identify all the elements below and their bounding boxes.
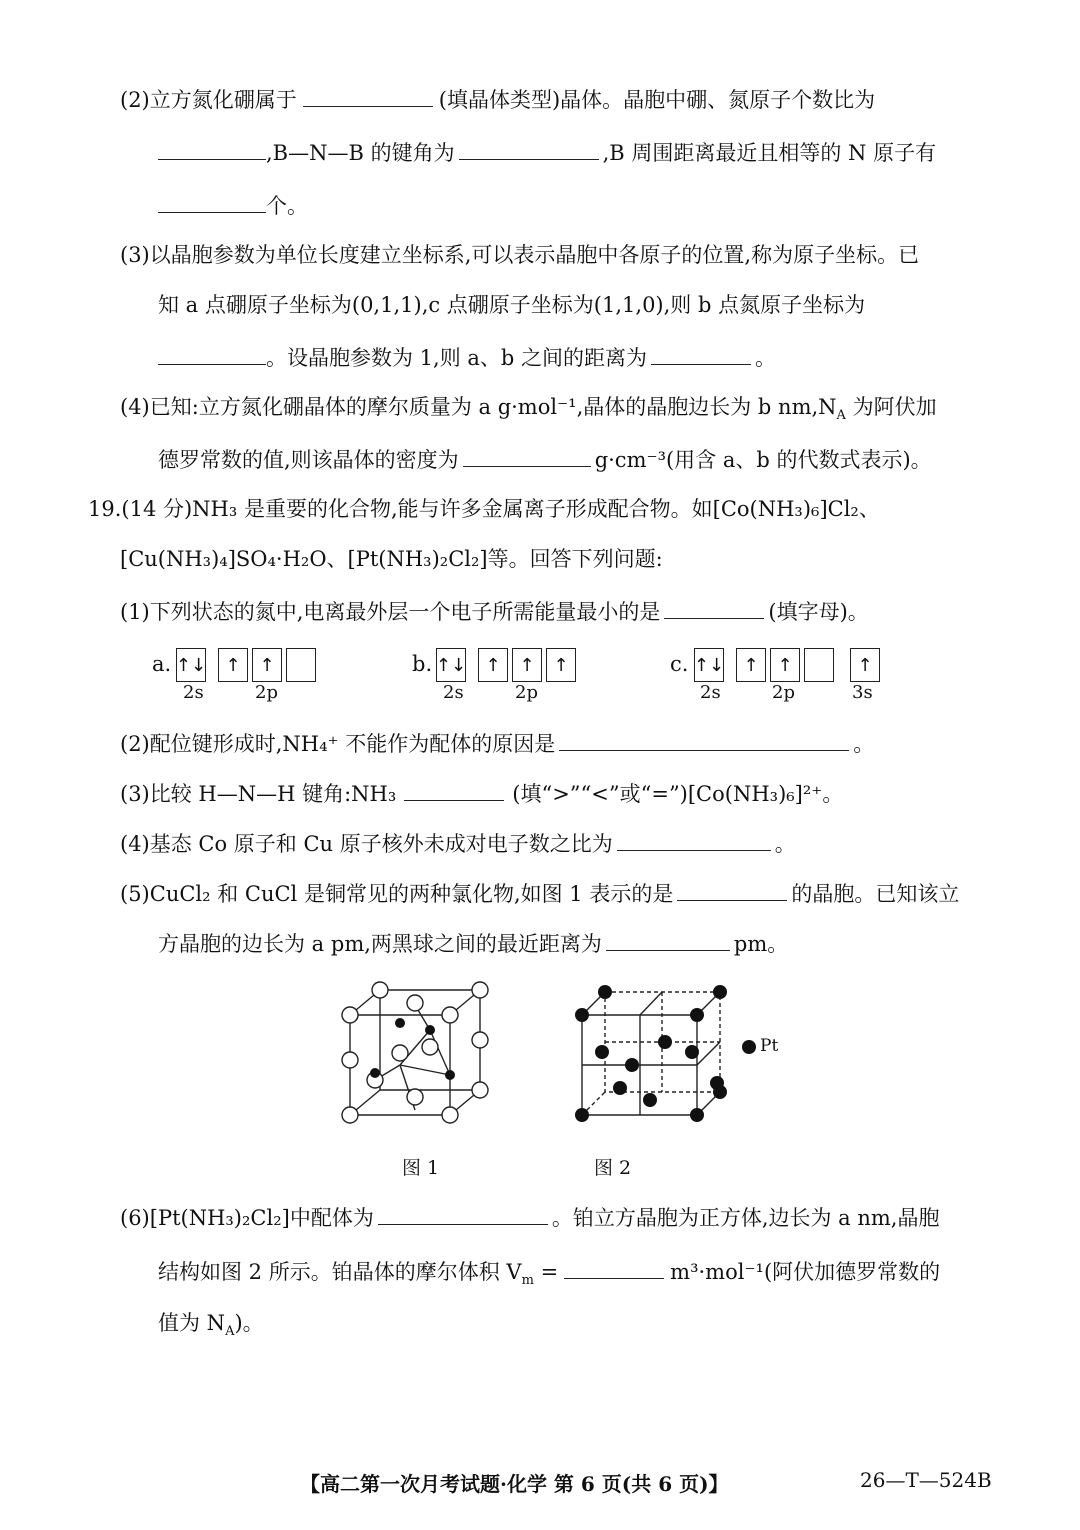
answer-blank-nh4-reason[interactable]	[559, 728, 849, 751]
answer-blank-ab-distance[interactable]	[651, 342, 751, 365]
orbital-box	[804, 648, 834, 682]
option-letter: c.	[670, 652, 689, 676]
answer-blank-neighbor-count[interactable]	[158, 190, 266, 213]
orbital-box: ↑↓	[694, 648, 724, 682]
orbital-label: 2s	[700, 682, 721, 703]
orbital-box: ↑	[850, 648, 880, 682]
figure-2-pt-cell	[570, 980, 740, 1130]
orbital-box	[286, 648, 316, 682]
q19-header-line2: [Cu(NH₃)₄]SO₄·H₂O、[Pt(NH₃)₂Cl₂]等。回答下列问题:	[120, 547, 663, 571]
q18-part2-line2: ,B—N—B 的键角为 ,B 周围距离最近且相等的 N 原子有	[158, 137, 936, 168]
answer-blank-cell-compound[interactable]	[677, 878, 787, 901]
q18-part4-line2: 德罗常数的值,则该晶体的密度为 g·cm⁻³(用含 a、b 的代数式表示)。	[158, 444, 932, 475]
orbital-box: ↑↓	[176, 648, 206, 682]
orbital-label: 2s	[183, 682, 204, 703]
orbital-label: 2p	[772, 682, 795, 703]
orbital-label: 3s	[852, 682, 873, 703]
q19-part5-line2: 方晶胞的边长为 a pm,两黑球之间的最近距离为 pm。	[158, 928, 788, 959]
orbital-box: ↑	[512, 648, 542, 682]
q18-part2-line1: (2)立方氮化硼属于 (填晶体类型)晶体。晶胞中硼、氮原子个数比为	[120, 84, 875, 115]
figure-2-caption: 图 2	[594, 1157, 632, 1179]
orbital-box: ↑↓	[436, 648, 466, 682]
answer-blank-bond-angle[interactable]	[459, 137, 599, 160]
q19-header-line1: 19.(14 分)NH₃ 是重要的化合物,能与许多金属离子形成配合物。如[Co(NH₃)₆]Cl₂、	[88, 497, 880, 521]
pt-legend-dot	[740, 1038, 758, 1056]
q18-part4-line1: (4)已知:立方氮化硼晶体的摩尔质量为 a g·mol⁻¹,晶体的晶胞边长为 b $nm,N_A$ 为阿伏加	[120, 395, 937, 424]
q19-part5-line1: (5)CuCl₂ 和 CuCl 是铜常见的两种氯化物,如图 1 表示的是 的晶胞。已知该立	[120, 878, 959, 909]
orbital-box: ↑	[218, 648, 248, 682]
orbital-box: ↑	[478, 648, 508, 682]
figure-2-legend-label: Pt	[760, 1036, 779, 1056]
orbital-box: ↑	[770, 648, 800, 682]
q19-part2: (2)配位键形成时,NH₄⁺ 不能作为配体的原因是 。	[120, 728, 874, 759]
orbital-label: 2p	[515, 682, 538, 703]
answer-blank-molar-volume[interactable]	[564, 1256, 664, 1279]
q19-part4: (4)基态 Co 原子和 Cu 原子核外未成对电子数之比为 。	[120, 828, 796, 859]
q18-part3-line3: 。设晶胞参数为 1,则 a、b 之间的距离为 。	[158, 342, 776, 373]
footer-code: 26—T—524B	[860, 1468, 992, 1492]
footer-title: 【高二第一次月考试题·化学 第 6 页(共 6 页)】	[300, 1472, 729, 1496]
orbital-box: ↑	[736, 648, 766, 682]
orbital-label: 2s	[443, 682, 464, 703]
q19-part1: (1)下列状态的氮中,电离最外层一个电子所需能量最小的是 (填字母)。	[120, 596, 869, 627]
q19-part6-line2: 结构如图 2 所示。铂晶体的摩尔体积 $V_m = m^3\cdot mol^{-1}$(阿伏加德罗常数的	[158, 1256, 940, 1296]
answer-blank-density[interactable]	[463, 444, 591, 467]
option-letter: b.	[412, 652, 433, 676]
answer-blank-black-ball-distance[interactable]	[606, 928, 730, 951]
option-letter: a.	[152, 652, 172, 676]
answer-blank-angle-compare[interactable]	[404, 778, 504, 801]
q18-part3-line2: 知 a 点硼原子坐标为(0,1,1),c 点硼原子坐标为(1,1,0),则 b 点氮原子坐标为	[158, 293, 866, 317]
orbital-box: ↑	[546, 648, 576, 682]
q18-part2-line3: 个。	[158, 190, 308, 221]
answer-blank-atom-ratio[interactable]	[158, 137, 266, 160]
q18-part3-line1: (3)以晶胞参数为单位长度建立坐标系,可以表示晶胞中各原子的位置,称为原子坐标。已	[120, 243, 920, 267]
q19-part6-line1: (6)[Pt(NH₃)₂Cl₂]中配体为 。铂立方晶胞为正方体,边长为 a nm,晶胞	[120, 1202, 940, 1233]
answer-blank-unpaired-ratio[interactable]	[617, 828, 771, 851]
orbital-label: 2p	[255, 682, 278, 703]
q19-part3: (3)比较 H—N—H 键角:NH₃ (填“>”“<”或“=”)[Co(NH₃)₆]²⁺。	[120, 778, 843, 809]
figure-1-crystal-cell	[335, 975, 505, 1125]
answer-blank-ligand[interactable]	[378, 1202, 548, 1225]
answer-blank-min-ionization[interactable]	[664, 596, 764, 619]
figure-1-caption: 图 1	[402, 1157, 440, 1179]
answer-blank-crystal-type[interactable]	[303, 84, 433, 107]
orbital-box: ↑	[252, 648, 282, 682]
answer-blank-b-coordinate[interactable]	[158, 342, 266, 365]
q19-part6-line3: 值为 $N_A$)。	[158, 1311, 264, 1340]
